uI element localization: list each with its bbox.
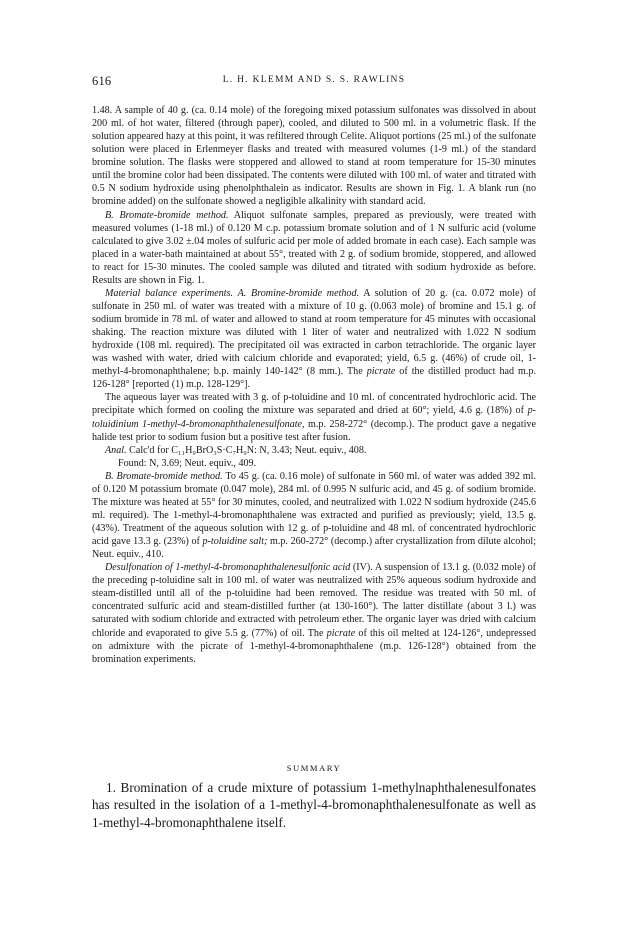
text-span: m.p. 260-272° (decomp.) after crystallization from dilute alcohol; Neut. equiv., 410.	[92, 536, 537, 561]
text-span: of this oil melted at 124-126°, undepressed on admixture with the picrate of 1-methyl-4-bromonaphthalene (m.p. 126-128°) obtained from the bromination experiments.	[92, 627, 536, 665]
paragraph-p1	[92, 104, 536, 209]
summary-text: 1. Bromination of a crude mixture of potassium 1-methylnaphthalenesulfonates has resulted in the isolation of a 1-methyl-4-bromonaphthalenesulfonate as well as 1-methyl-4-bromonaphthalene itself.	[92, 780, 536, 830]
text-span: To 45 g. (ca. 0.16 mole) of sulfonate in 560 ml. of water was added 392 ml. of 0.120 M potassium bromate (0.047 mole), 284 ml. of 0.995 N sulfuric acid, and 45 g. of sodium bromide. The mixture was heated at 55° for 30 minutes, cooled, and neutralized with 1.022 N sodium hydroxide (245.6 ml. required). The 1-methyl-4-bromonaphthalene was extracted and purified as previously; yield, 13.5 g. (43%). Treatment of the aqueous solution with 12 g. of p-toluidine and 48 ml. of concentrated hydrochloric acid gave 13.3 g. (23%) of	[92, 470, 536, 548]
text-span: Aliquot sulfonate samples, prepared as previously, were treated with measured volumes (1-18 ml.) of 0.120 M c.p. potassium bromate solution and of 1 N sulfuric acid (volume calculated to give 3.02 ±.04 moles of sulfuric acid per mole of added bromate in each case). Each sample was placed in a water-bath maintained at about 55°, treated with 2 g. of sodium bromide, stoppered, and allowed to react for 15-30 minutes. The cooled sample was diluted and titrated with sodium hydroxide as before. Results are shown in Fig. 1.	[92, 209, 536, 286]
text-span: picrate	[326, 627, 356, 639]
page-header	[92, 74, 536, 90]
text-span: p-toluidinium 1-methyl-4-bromonaphthalenesulfonate	[92, 405, 536, 430]
running-head: L. H. KLEMM AND S. S. RAWLINS	[222, 75, 406, 85]
text-span: (IV). A suspension of 13.1 g. (0.032 mole) of the preceding p-toluidine salt in 100 ml. of water was neutralized with 25% aqueous sodium hydroxide and steam-distilled until all of the p-toluidine had been removed. The residue was treated with 50 ml. of concentrated sulfuric acid and steam-distilled further (at 130-160°). The latter distillate (about 3 l.) was saturated with sodium chloride and extracted with petroleum ether. The organic layer was dried with calcium chloride and evaporated to give 5.5 g. (77%) of oil. The	[92, 562, 536, 639]
text-span: Anal.	[105, 444, 127, 456]
text-span: B. Bromate-bromide method.	[105, 470, 223, 482]
text-span: The aqueous layer was treated with 3 g. of p-toluidine and 10 ml. of concentrated hydrochloric acid. The precipitate which formed on cooling the mixture was separated and dried at 60°; yield, 4.6 g. (18%) of	[92, 392, 536, 417]
summary-heading: SUMMARY	[286, 763, 342, 773]
text-span: Desulfonation of 1-methyl-4-bromonaphthalenesulfonic acid	[105, 562, 351, 574]
text-span: picrate	[366, 366, 396, 378]
text-span: Found: N, 3.69; Neut. equiv., 409.	[118, 457, 257, 469]
paragraph-p5	[92, 444, 536, 457]
text-span: A solution of 20 g. (ca. 0.072 mole) of sulfonate in 250 ml. of water was treated with a mixture of 10 g. (0.063 mole) of bromine and 15.1 g. of sodium bromide in 78 ml. of water and allowed to stand at room temperature for 45 minutes with occasional shaking. The reaction mixture was diluted with 1 liter of water and neutralized with 1.022 N sodium hydroxide (108 ml. required). The precipitated oil was extracted in carbon tetrachloride. The organic layer was washed with water, dried with calcium chloride and evaporated; yield, 6.5 g. (46%) of crude oil, 1-methyl-4-bromonaphthalene; b.p. mainly 140-142° (8 mm.). The	[92, 287, 537, 378]
paragraph-p2	[92, 209, 536, 287]
text-span: Material balance experiments. A. Bromine-bromide method.	[105, 287, 360, 299]
paragraph-p3	[92, 287, 536, 392]
article-body	[92, 104, 536, 666]
paragraph-p7	[92, 470, 536, 561]
text-span: p-toluidine salt;	[202, 536, 268, 548]
paragraph-p4	[92, 391, 536, 443]
text-span: Calc'd for C₁₁H₉BrO₃S·C₇H₉N: N, 3.43; Neut. equiv., 408.	[126, 444, 367, 456]
text-span: , m.p. 258-272° (decomp.). The product gave a negative halide test prior to sodium fusion but a positive test after fusion.	[92, 418, 537, 443]
text-span: of the distilled product had m.p. 126-128° [reported (1) m.p. 128-129°].	[92, 366, 536, 391]
paragraph-p6	[92, 457, 536, 470]
page-number: 616	[92, 74, 112, 88]
paragraph-p8	[92, 561, 536, 666]
text-span: 1.48. A sample of 40 g. (ca. 0.14 mole) of the foregoing mixed potassium sulfonates was dissolved in about 200 ml. of hot water, filtered (through paper), cooled, and diluted to 500 ml. in a volumetric flask. If the solution appeared hazy at this point, it was refiltered through Celite. Aliquot portions (25 ml.) of the sulfonate solution were placed in Erlenmeyer flasks and treated with measured volumes (1-9 ml.) of the standard bromine solution. The flasks were stoppered and allowed to stand at room temperature for 15-30 minutes until the bromine color had been dissipated. The contents were diluted with 100 ml. of water and titrated with 0.5 N sodium hydroxide using phenolphthalein as indicator. Results are shown in Fig. 1. A blank run (no bromine added) on the sulfonate showed a negligible alkalinity with standard acid.	[92, 105, 536, 208]
text-span: B. Bromate-bromide method.	[105, 209, 229, 221]
